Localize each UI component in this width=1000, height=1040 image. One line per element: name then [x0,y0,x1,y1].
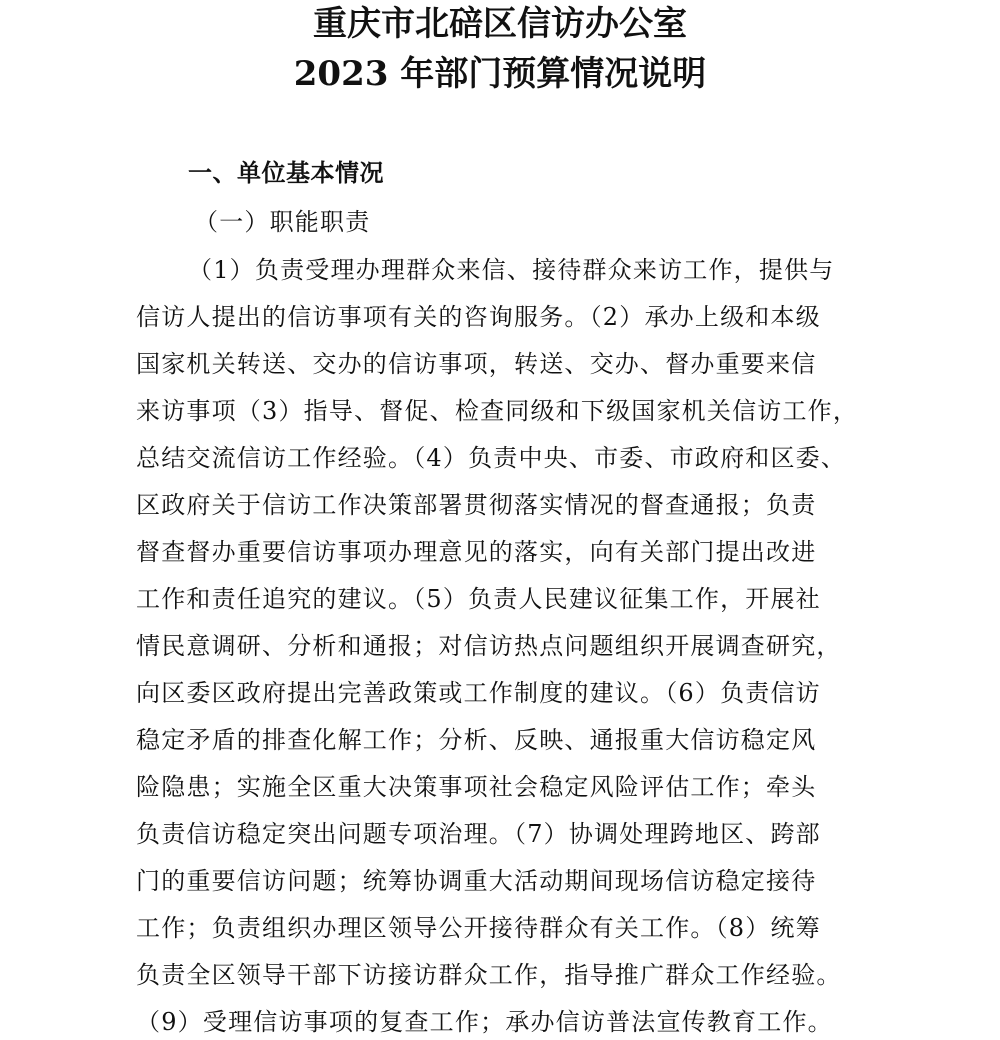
body-line: 稳定矛盾的排查化解工作；分析、反映、通报重大信访稳定风 [136,726,817,754]
body-line: 区政府关于信访工作决策部署贯彻落实情况的督查通报；负责 [136,491,817,519]
body-line: （1）负责受理办理群众来信、接待群众来访工作，提供与 [188,256,835,284]
body-line: 险隐患；实施全区重大决策事项社会稳定风险评估工作；牵头 [136,773,817,801]
body-line: 信访人提出的信访事项有关的咨询服务。（2）承办上级和本级 [136,303,821,331]
body-line: 来访事项（3）指导、督促、检查同级和下级国家机关信访工作， [136,397,859,425]
body-line: （9）受理信访事项的复查工作；承办信访普法宣传教育工作。 [136,1008,833,1036]
document-title-line-1: 重庆市北碚区信访办公室 [313,4,687,44]
body-line: 门的重要信访问题；统筹协调重大活动期间现场信访稳定接待 [136,867,817,895]
body-line: 工作和责任追究的建议。（5）负责人民建议征集工作，开展社 [136,585,821,613]
body-line: 总结交流信访工作经验。（4）负责中央、市委、市政府和区委、 [136,444,847,472]
body-line: 负责全区领导干部下访接访群众工作，指导推广群众工作经验。 [136,961,842,989]
document-title-line-2: 2023 年部门预算情况说明 [293,54,707,94]
body-line: 情民意调研、分析和通报；对信访热点问题组织开展调查研究， [136,632,842,660]
body-line: 工作；负责组织办理区领导公开接待群众有关工作。（8）统筹 [136,914,821,942]
body-line: 向区委区政府提出完善政策或工作制度的建议。（6）负责信访 [136,679,821,707]
body-line: 国家机关转送、交办的信访事项，转送、交办、督办重要来信 [136,350,817,378]
body-line: 督查督办重要信访事项办理意见的落实，向有关部门提出改进 [136,538,817,566]
body-line: 负责信访稳定突出问题专项治理。（7）协调处理跨地区、跨部 [136,820,821,848]
subsection-heading: （一）职能职责 [194,208,371,236]
section-heading: 一、单位基本情况 [188,159,384,187]
